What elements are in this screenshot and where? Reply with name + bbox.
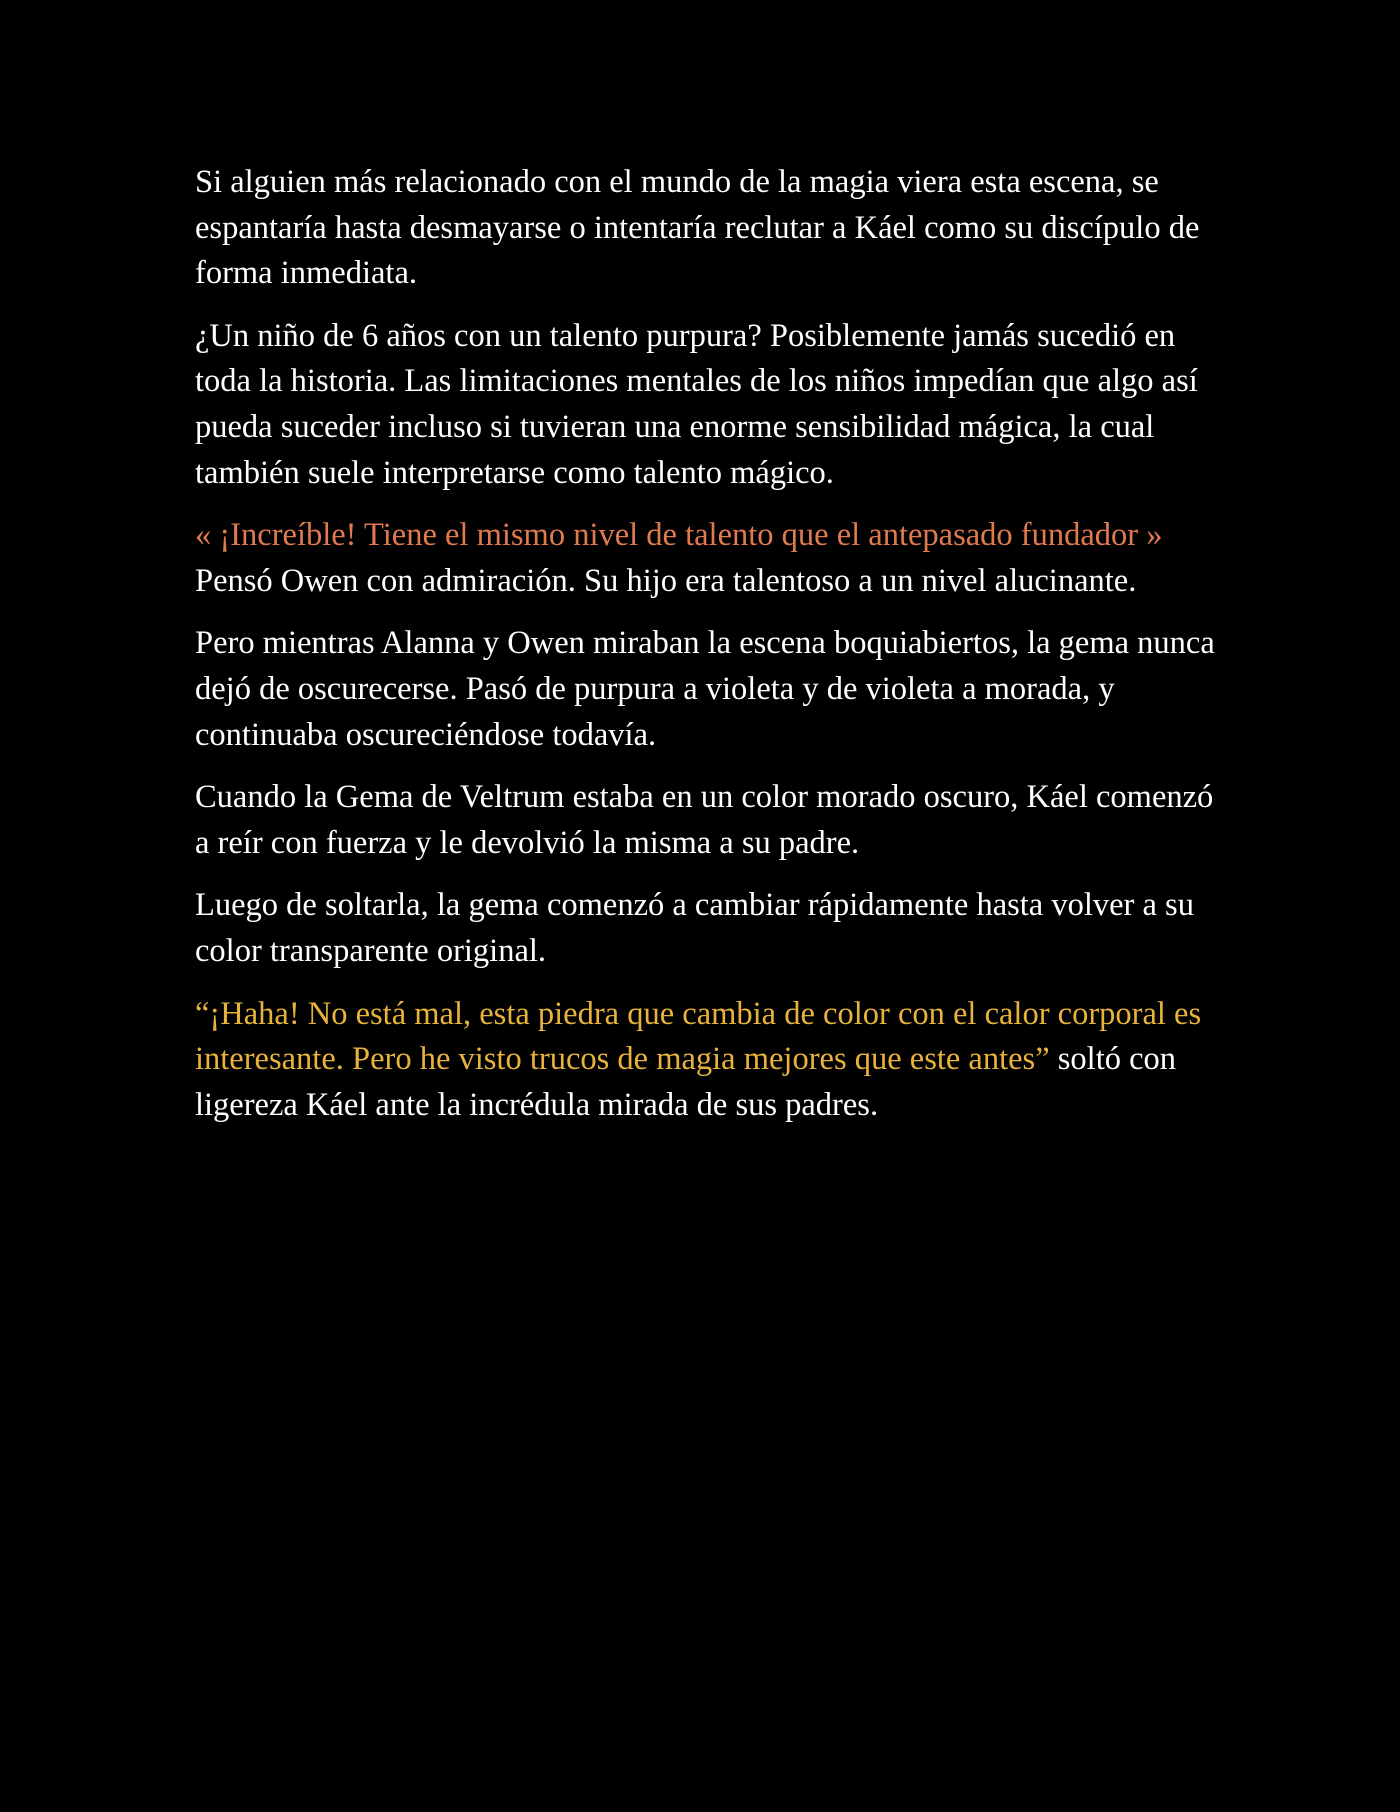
dialogue-quote: “¡Haha! No está mal, esta piedra que cambia de color con el calor corporal es interesante. Pero he visto trucos de magia mejores que este antes”	[195, 995, 1202, 1078]
paragraph-7	[195, 992, 1215, 1129]
paragraph-5: Cuando la Gema de Veltrum estaba en un color morado oscuro, Káel comenzó a reír con fuerza y le devolvió la misma a su padre.	[195, 779, 1214, 861]
paragraph-1: Si alguien más relacionado con el mundo de la magia viera esta escena, se espantaría hasta desmayarse o intentaría reclutar a Káel como su discípulo de forma inmediata.	[195, 164, 1200, 292]
narration-text: soltó con ligereza Káel ante la incrédula mirada de sus padres.	[195, 1041, 1177, 1123]
narration-text: Pensó Owen con admiración. Su hijo era talentoso a un nivel alucinante.	[195, 562, 1137, 599]
paragraph-6: Luego de soltarla, la gema comenzó a cambiar rápidamente hasta volver a su color transparente original.	[195, 887, 1194, 969]
story-text	[195, 160, 1215, 1145]
thought-quote: « ¡Increíble! Tiene el mismo nivel de talento que el antepasado fundador »	[195, 517, 1163, 554]
paragraph-3	[195, 513, 1215, 604]
paragraph-2: ¿Un niño de 6 años con un talento purpura? Posiblemente jamás sucedió en toda la historia. Las limitaciones mentales de los niños impedían que algo así pueda suceder incluso si tuvieran una enorme sensibilidad mágica, la cual también suele interpretarse como talento mágico.	[195, 317, 1198, 491]
paragraph-4: Pero mientras Alanna y Owen miraban la escena boquiabiertos, la gema nunca dejó de oscurecerse. Pasó de purpura a violeta y de violeta a morada, y continuaba oscureciéndose todavía.	[195, 625, 1215, 753]
